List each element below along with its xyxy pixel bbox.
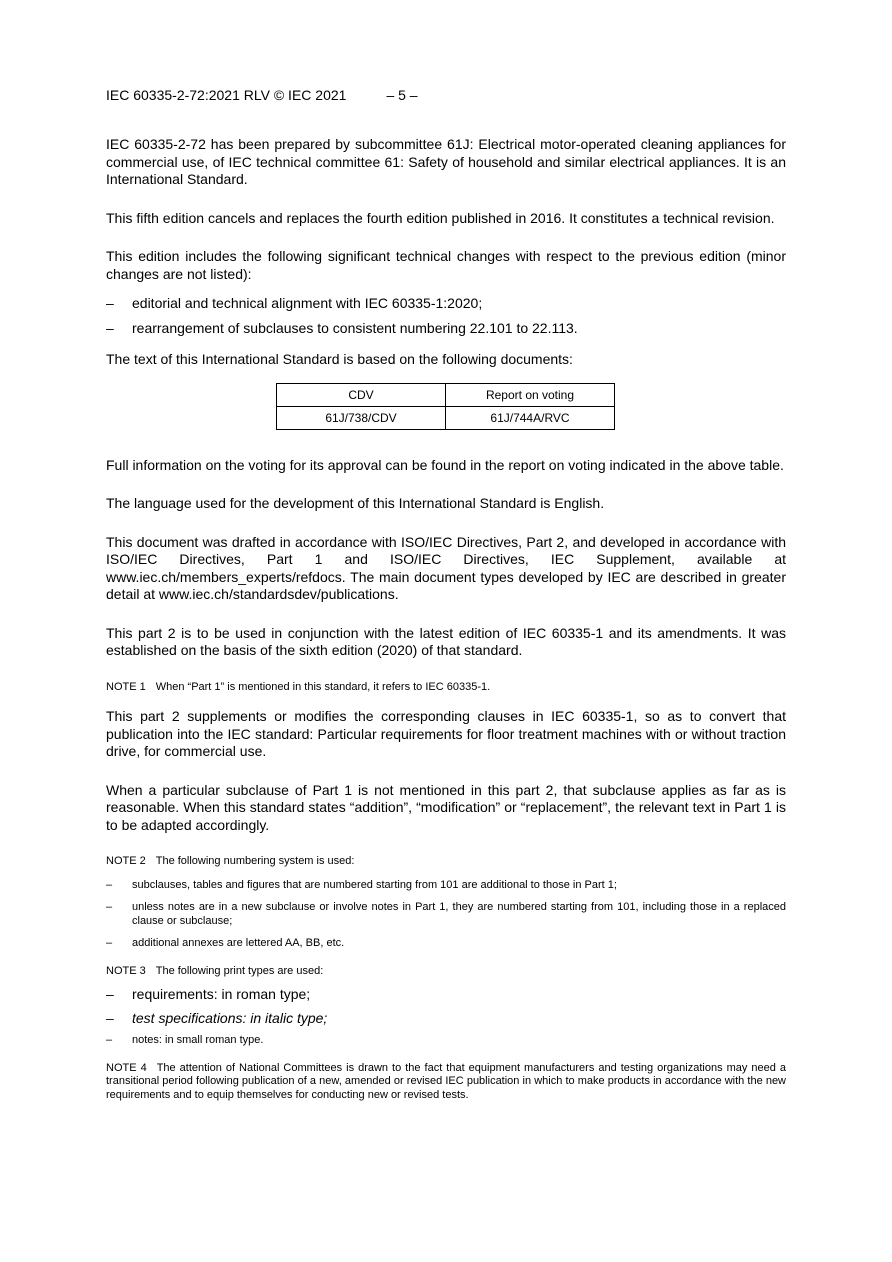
document-id: IEC 60335-2-72:2021 RLV © IEC 2021 [106, 87, 347, 103]
table-header-cell: Report on voting [446, 383, 615, 406]
paragraph-based-on: The text of this International Standard is based on the following documents: [106, 351, 573, 367]
table-cell: 61J/744A/RVC [446, 406, 615, 429]
table-row [277, 406, 615, 429]
page-number: – 5 – [386, 87, 418, 103]
list-item: – test specifications: in italic type; [106, 1010, 328, 1026]
paragraph-supplements: This part 2 supplements or modifies the corresponding clauses in IEC 60335-1, so as to convert that publication into the IEC standard: Particular requirements for floor treatment machines with or without traction drive, for commercial use. [106, 708, 786, 759]
list-item: – requirements: in roman type; [106, 986, 311, 1002]
paragraph-subclause-applies: When a particular subclause of Part 1 is not mentioned in this part 2, that subclause applies as far as is reasonable. When this standard states “addition”, “modification” or “replacement”, the relevant text in Part 1 is to be adapted accordingly. [106, 781, 786, 833]
note-1: NOTE 1 When “Part 1” is mentioned in this standard, it refers to IEC 60335-1. [106, 680, 491, 693]
list-item: – rearrangement of subclauses to consistent numbering 22.101 to 22.113. [106, 319, 578, 336]
paragraph-language: The language used for the development of this International Standard is English. [106, 495, 605, 511]
note-4: NOTE 4 The attention of National Committees is drawn to the fact that equipment manufacturers and testing organizations may need a transitional period following publication of a new, amended or revised IEC publication in which to make products in accordance with the new requirements and to equip themselves for conducting new or revised tests. [106, 1061, 786, 1101]
list-item: – notes: in small roman type. [106, 1034, 264, 1046]
table-header-row [277, 383, 615, 406]
list-item: – subclauses, tables and figures that are numbered starting from 101 are additional to those in Part 1; [106, 878, 617, 891]
page-header [106, 86, 786, 104]
table-header-cell: CDV [277, 383, 446, 406]
print-types-list [106, 986, 786, 1048]
table-cell: 61J/738/CDV [277, 406, 446, 429]
paragraph-directives: This document was drafted in accordance with ISO/IEC Directives, Part 2, and developed in accordance with ISO/IEC Directives, Part 1 and ISO/IEC Directives, IEC Supplement, available at www.iec.ch/members_experts/refdocs. The main document types developed by IEC are described in greater detail at www.iec.ch/standardsdev/publications. [106, 533, 786, 602]
note-2: NOTE 2 The following numbering system is used: [106, 855, 355, 867]
paragraph-prepared-by: IEC 60335-2-72 has been prepared by subcommittee 61J: Electrical motor-operated cleaning appliances for commercial use, of IEC technical committee 61: Safety of household and similar electrical appliances. It is an International Standard. [106, 136, 786, 187]
note-3: NOTE 3 The following print types are used: [106, 964, 324, 977]
voting-table [276, 383, 615, 430]
list-item: – additional annexes are lettered AA, BB, etc. [106, 937, 345, 949]
changes-list [106, 295, 786, 337]
numbering-list [106, 879, 786, 951]
paragraph-changes-intro: This edition includes the following significant technical changes with respect to the previous edition (minor changes are not listed): [106, 248, 786, 282]
paragraph-voting-info: Full information on the voting for its approval can be found in the report on voting indicated in the above table. [106, 456, 784, 473]
paragraph-edition: This fifth edition cancels and replaces the fourth edition published in 2016. It constitutes a technical revision. [106, 209, 775, 226]
list-item: – unless notes are in a new subclause or involve notes in Part 1, they are numbered starting from 101, including those in a replaced clause or subclause; [106, 901, 786, 927]
document-page [106, 86, 786, 1102]
list-item: – editorial and technical alignment with IEC 60335-1:2020; [106, 295, 483, 311]
paragraph-conjunction: This part 2 is to be used in conjunction with the latest edition of IEC 60335-1 and its amendments. It was established on the basis of the sixth edition (2020) of that standard. [106, 624, 786, 658]
